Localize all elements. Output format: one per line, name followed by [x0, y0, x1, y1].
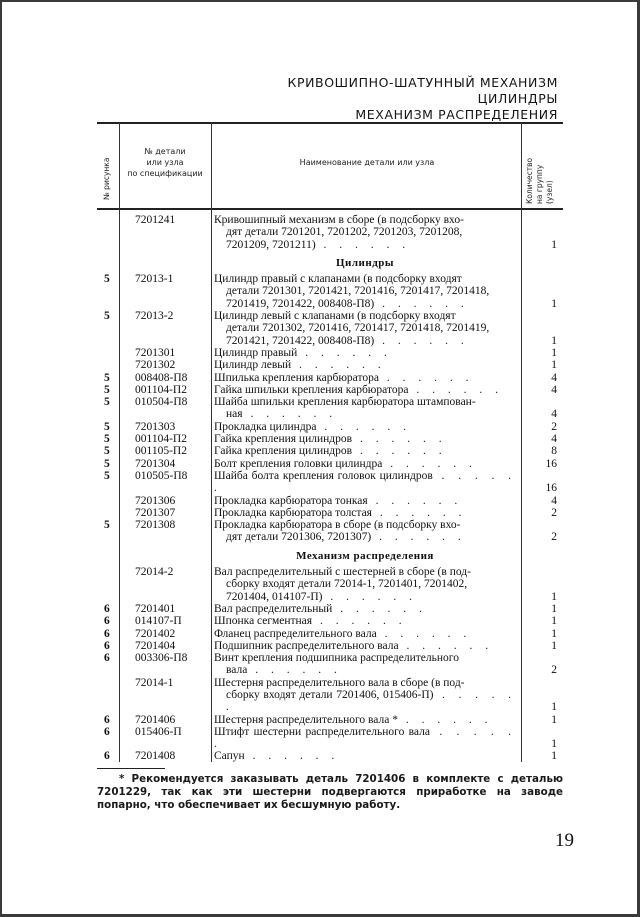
part-name-line: дят детали 7201306, 7201307) . . . . . .: [226, 531, 466, 544]
part-number: 7201406: [135, 713, 176, 726]
part-number: 7201308: [135, 519, 176, 532]
part-name: [214, 273, 516, 310]
part-name-line: вала . . . . . .: [226, 664, 342, 677]
part-name: [214, 495, 516, 507]
leader-dots: . . . . . .: [371, 531, 466, 544]
table-row: [97, 384, 563, 396]
part-name-line: 7201404, 014107-П) . . . . . .: [226, 590, 417, 603]
table-row: [97, 445, 563, 457]
part-name-line: детали 7201302, 7201416, 7201417, 7201418, 7201419,: [226, 322, 490, 335]
leader-dots: . . . . . .: [244, 750, 340, 763]
leader-dots: . . . . . .: [242, 408, 338, 421]
figure-number: 5: [104, 396, 110, 409]
leader-dots: . . . . . .: [352, 433, 447, 446]
part-number: 001104-П2: [135, 383, 187, 396]
header-line: Количество: [525, 157, 534, 204]
quantity: 1: [551, 346, 557, 359]
part-name-line: Прокладка карбюратора толстая . . . . . .: [214, 506, 467, 519]
quantity: 1: [551, 602, 557, 615]
quantity: 4: [551, 371, 557, 384]
part-name: [214, 396, 516, 421]
part-name-line: дят детали 7201201, 7201202, 7201203, 7201208,: [226, 226, 463, 239]
quantity: 1: [551, 627, 557, 640]
part-name-line: Сапун . . . . . .: [214, 750, 340, 763]
part-name-line: Вал распределительный . . . . . .: [214, 602, 427, 615]
part-name-line: детали 7201301, 7201421, 7201416, 7201417, 7201418,: [226, 285, 490, 298]
section-heading: Цилиндры: [335, 256, 394, 269]
figure-number: 6: [104, 639, 110, 652]
part-number: 010505-П8: [135, 469, 188, 482]
quantity: 2: [551, 664, 557, 677]
part-number: 72014-1: [135, 676, 174, 689]
figure-number: 5: [104, 469, 110, 482]
quantity: 1: [551, 615, 557, 628]
header-line: (узел): [545, 180, 554, 204]
part-name-line: Цилиндр правый . . . . . .: [214, 346, 392, 359]
table-row: [97, 347, 563, 359]
part-number: 7201241: [135, 214, 176, 226]
header-line: или узла: [146, 158, 184, 167]
leader-dots: . . . . . .: [297, 346, 392, 359]
part-name-line: сборку входят детали 7201406, 015406-П) . . . . . .: [226, 688, 517, 714]
part-name-line: Кривошипный механизм в сборе (в подсборку вхо-: [214, 214, 464, 226]
part-name-line: Болт крепления головки цилиндра . . . . . .: [214, 457, 477, 470]
column-header-name: Наименование детали или узла: [299, 158, 435, 167]
part-name: [214, 470, 516, 495]
table-row: [97, 458, 563, 470]
part-number: 7201408: [135, 750, 176, 763]
leader-dots: . . . . . .: [367, 494, 463, 507]
leader-dots: . . . . . .: [397, 713, 493, 726]
leader-dots: . . . . . .: [378, 371, 474, 384]
leader-dots: . . . . . .: [398, 639, 494, 652]
part-name-line: Шпонка сегментная . . . . . .: [214, 615, 407, 628]
part-number: 7201404: [135, 639, 176, 652]
part-name: [214, 359, 516, 371]
part-number: 72014-2: [135, 566, 174, 579]
part-number: 7201301: [135, 346, 176, 359]
part-number: 7201304: [135, 457, 176, 470]
footnote-rule: [97, 768, 165, 769]
quantity: 1: [551, 334, 557, 347]
part-name: [214, 726, 516, 751]
figure-number: 6: [104, 652, 110, 665]
table-row: [97, 519, 563, 544]
footnote: [97, 768, 563, 812]
part-name-line: Штифт шестерни распределительного вала . . . . . .: [214, 725, 516, 751]
part-number: 001105-П2: [135, 445, 187, 458]
quantity: 1: [551, 297, 557, 310]
figure-number: 5: [104, 371, 110, 384]
footnote-text: * Рекомендуется заказывать деталь 7201406 в комплекте с деталью 7201229, так как эти шестерни подвергаются приработке на заводе попарно, что обеспечивает их бесшумную работу.: [97, 773, 563, 811]
part-name: [214, 372, 516, 384]
part-name: [214, 458, 516, 470]
figure-number: 6: [104, 725, 110, 738]
part-name-line: Гайка крепления цилиндров . . . . . .: [214, 433, 447, 446]
part-number: 003306-П8: [135, 652, 188, 665]
header-bottom-rule: [97, 208, 563, 210]
table-row: [97, 470, 563, 495]
part-name: [214, 628, 516, 640]
table-row: [97, 615, 563, 627]
section-heading: Механизм распределения: [296, 549, 434, 562]
part-number: 7201303: [135, 420, 176, 433]
part-name: [214, 421, 516, 433]
header-line: по спецификации: [127, 169, 203, 178]
table-row: [97, 628, 563, 640]
leader-dots: . . . . . .: [371, 506, 467, 519]
part-name-line: Гайка шпильки крепления карбюратора . . . . . .: [214, 383, 503, 396]
part-name-line: Прокладка карбюратора тонкая . . . . . .: [214, 494, 463, 507]
leader-dots: . . . . . .: [315, 238, 411, 251]
leader-dots: . . . . . .: [352, 445, 447, 458]
quantity: 4: [551, 433, 557, 446]
table-row: [97, 640, 563, 652]
part-name: [214, 507, 516, 519]
part-name-line: Прокладка цилиндра . . . . . .: [214, 420, 412, 433]
quantity: 1: [551, 359, 557, 372]
header-line: № детали: [144, 147, 186, 156]
table-row: [97, 396, 563, 421]
part-name-line: Цилиндр левый с клапанами (в подсборку входят: [214, 310, 456, 323]
leader-dots: . . . . . .: [382, 457, 477, 470]
part-name-line: 7201209, 7201211) . . . . . .: [226, 238, 411, 251]
quantity: 1: [551, 590, 557, 603]
table-top-rule: [97, 122, 563, 124]
leader-dots: . . . . . .: [332, 602, 427, 615]
part-number: 010504-П8: [135, 396, 188, 409]
figure-number: 6: [104, 627, 110, 640]
leader-dots: . . . . . .: [226, 688, 517, 714]
table-row: [97, 433, 563, 445]
header-line: на группу: [535, 164, 544, 204]
quantity: 2: [551, 531, 557, 544]
part-name-line: Подшипник распределительного вала . . . . . .: [214, 639, 494, 652]
part-name: [214, 445, 516, 457]
part-number: 7201402: [135, 627, 176, 640]
part-name-line: Винт крепления подшипника распределительного: [214, 652, 459, 665]
figure-number: 5: [104, 433, 110, 446]
figure-number: 6: [104, 615, 110, 628]
part-name: [214, 214, 516, 251]
leader-dots: . . . . . .: [376, 627, 472, 640]
parts-table: [97, 122, 563, 762]
table-row: [97, 677, 563, 714]
table-row: [97, 273, 563, 310]
quantity: 2: [551, 506, 557, 519]
table-row: [97, 726, 563, 751]
table-row: [97, 507, 563, 519]
quantity: 16: [545, 457, 557, 470]
quantity: 4: [551, 494, 557, 507]
leader-dots: . . . . . .: [214, 725, 516, 751]
figure-number: 5: [104, 519, 110, 532]
table-row: [97, 750, 563, 762]
leader-dots: . . . . . .: [374, 297, 469, 310]
figure-number: 5: [104, 310, 110, 323]
table-row: [97, 566, 563, 603]
quantity: 1: [551, 238, 557, 251]
part-number: 7201307: [135, 506, 176, 519]
part-number: 001104-П2: [135, 433, 187, 446]
table-body: [97, 214, 563, 763]
quantity: 16: [545, 482, 557, 495]
quantity: 8: [551, 445, 557, 458]
part-name-line: 7201421, 7201422, 008408-П8) . . . . . .: [226, 334, 469, 347]
table-row: [97, 359, 563, 371]
part-name-line: сборку входят детали 72014-1, 7201401, 7201402,: [226, 578, 468, 591]
part-name-line: Шайба шпильки крепления карбюратора штампован-: [214, 396, 476, 409]
leader-dots: . . . . . .: [312, 615, 407, 628]
page-number: 19: [555, 830, 574, 851]
table-row: [97, 603, 563, 615]
part-name: [214, 519, 516, 544]
figure-number: 5: [104, 383, 110, 396]
column-header-figure: № рисунка: [102, 157, 111, 200]
table-row: [97, 310, 563, 347]
leader-dots: . . . . . .: [408, 383, 503, 396]
part-name: [214, 640, 516, 652]
part-name: [214, 615, 516, 627]
part-number: 72013-1: [135, 273, 174, 286]
part-name: [214, 433, 516, 445]
part-name: [214, 310, 516, 347]
part-name: [214, 347, 516, 359]
leader-dots: . . . . . .: [291, 359, 386, 372]
part-name: [214, 714, 516, 726]
table-row: [97, 652, 563, 677]
part-name: [214, 566, 516, 603]
leader-dots: . . . . . .: [316, 420, 412, 433]
quantity: 2: [551, 420, 557, 433]
table-row: [97, 214, 563, 251]
figure-number: 5: [104, 273, 110, 286]
part-number: 7201306: [135, 494, 176, 507]
quantity: 1: [551, 738, 557, 751]
part-number: 014107-П: [135, 615, 182, 628]
part-name-line: Гайка крепления цилиндров . . . . . .: [214, 445, 447, 458]
part-name: [214, 603, 516, 615]
quantity: 1: [551, 713, 557, 726]
part-name-line: Фланец распределительного вала . . . . . .: [214, 627, 472, 640]
leader-dots: . . . . . .: [214, 469, 517, 495]
part-name-line: Шестерня распределительного вала в сборе (в под-: [214, 676, 465, 689]
part-name-line: Шайба болта крепления головок цилиндров . . . . . .: [214, 469, 517, 495]
table-row: [97, 495, 563, 507]
part-name: [214, 677, 516, 714]
part-number: 7201302: [135, 359, 176, 372]
part-name-line: Цилиндр правый с клапанами (в подсборку входят: [214, 273, 462, 286]
part-number: 7201401: [135, 602, 176, 615]
part-name-line: Прокладка карбюратора в сборе (в подсборку вхо-: [214, 519, 461, 532]
figure-number: 5: [104, 420, 110, 433]
page-header: [287, 75, 558, 123]
figure-number: 5: [104, 445, 110, 458]
part-name-line: ная . . . . . .: [226, 408, 338, 421]
table-row: [97, 372, 563, 384]
header-title-1: КРИВОШИПНО-ШАТУННЫЙ МЕХАНИЗМ: [287, 75, 558, 90]
part-name-line: Цилиндр левый . . . . . .: [214, 359, 386, 372]
header-title-2: ЦИЛИНДРЫ: [477, 91, 558, 106]
column-header-part-number: [119, 146, 211, 179]
figure-number: 6: [104, 750, 110, 763]
figure-number: 5: [104, 457, 110, 470]
figure-number: 6: [104, 713, 110, 726]
part-number: 008408-П8: [135, 371, 188, 384]
leader-dots: . . . . . .: [374, 334, 469, 347]
part-name-line: Шестерня распределительного вала * . . . . . .: [214, 713, 493, 726]
part-name-line: Вал распределительный с шестерней в сборе (в под-: [214, 566, 471, 579]
part-number: 72013-2: [135, 310, 174, 323]
figure-number: 6: [104, 602, 110, 615]
part-name-line: Шпилька крепления карбюратора . . . . . .: [214, 371, 474, 384]
leader-dots: . . . . . .: [322, 590, 417, 603]
header-title-3: МЕХАНИЗМ РАСПРЕДЕЛЕНИЯ: [355, 107, 558, 122]
part-name-line: 7201419, 7201422, 008408-П8) . . . . . .: [226, 297, 469, 310]
table-row: [97, 714, 563, 726]
quantity: 4: [551, 408, 557, 421]
part-name: [214, 652, 516, 677]
table-row: [97, 421, 563, 433]
quantity: 1: [551, 750, 557, 763]
part-name: [214, 750, 516, 762]
quantity: 1: [551, 701, 557, 714]
part-name: [214, 384, 516, 396]
part-number: 015406-П: [135, 725, 182, 738]
quantity: 1: [551, 639, 557, 652]
quantity: 4: [551, 383, 557, 396]
leader-dots: . . . . . .: [247, 664, 342, 677]
